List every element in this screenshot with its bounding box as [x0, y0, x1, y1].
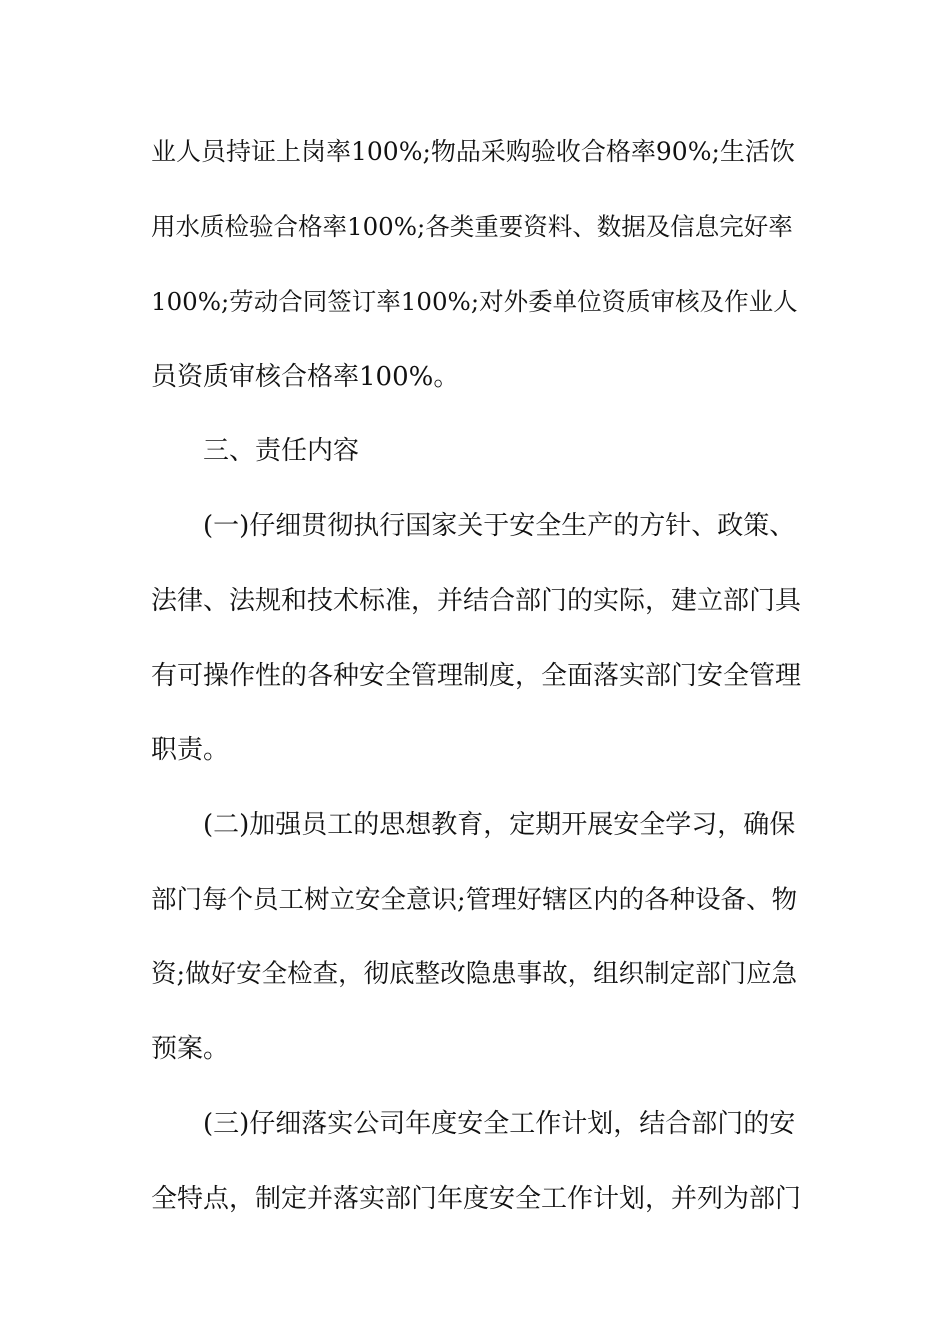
paragraph-line: 职责。: [151, 735, 230, 765]
paragraph-line: (二)加强员工的思想教育，定期开展安全学习，确保: [203, 810, 796, 840]
section-heading: 三、责任内容: [203, 436, 360, 466]
paragraph-line: 员资质审核合格率100%。: [151, 362, 460, 392]
paragraph-line: 用水质检验合格率100%;各类重要资料、数据及信息完好率: [151, 212, 793, 241]
paragraph-line: 100%;劳动合同签订率100%;对外委单位资质审核及作业人: [151, 287, 798, 316]
paragraph-line: 预案。: [151, 1034, 230, 1064]
paragraph-line: 资;做好安全检查，彻底整改隐患事故，组织制定部门应急: [151, 959, 798, 989]
paragraph-line: 全特点，制定并落实部门年度安全工作计划，并列为部门: [151, 1184, 802, 1214]
paragraph-line: (一)仔细贯彻执行国家关于安全生产的方针、政策、: [203, 511, 796, 541]
paragraph-line: (三)仔细落实公司年度安全工作计划，结合部门的安: [203, 1109, 796, 1139]
paragraph-line: 有可操作性的各种安全管理制度，全面落实部门安全管理: [151, 661, 802, 691]
paragraph-line: 部门每个员工树立安全意识;管理好辖区内的各种设备、物: [151, 885, 798, 915]
paragraph-line: 业人员持证上岗率100%;物品采购验收合格率90%;生活饮: [151, 137, 795, 166]
paragraph-line: 法律、法规和技术标准，并结合部门的实际，建立部门具: [151, 586, 802, 616]
